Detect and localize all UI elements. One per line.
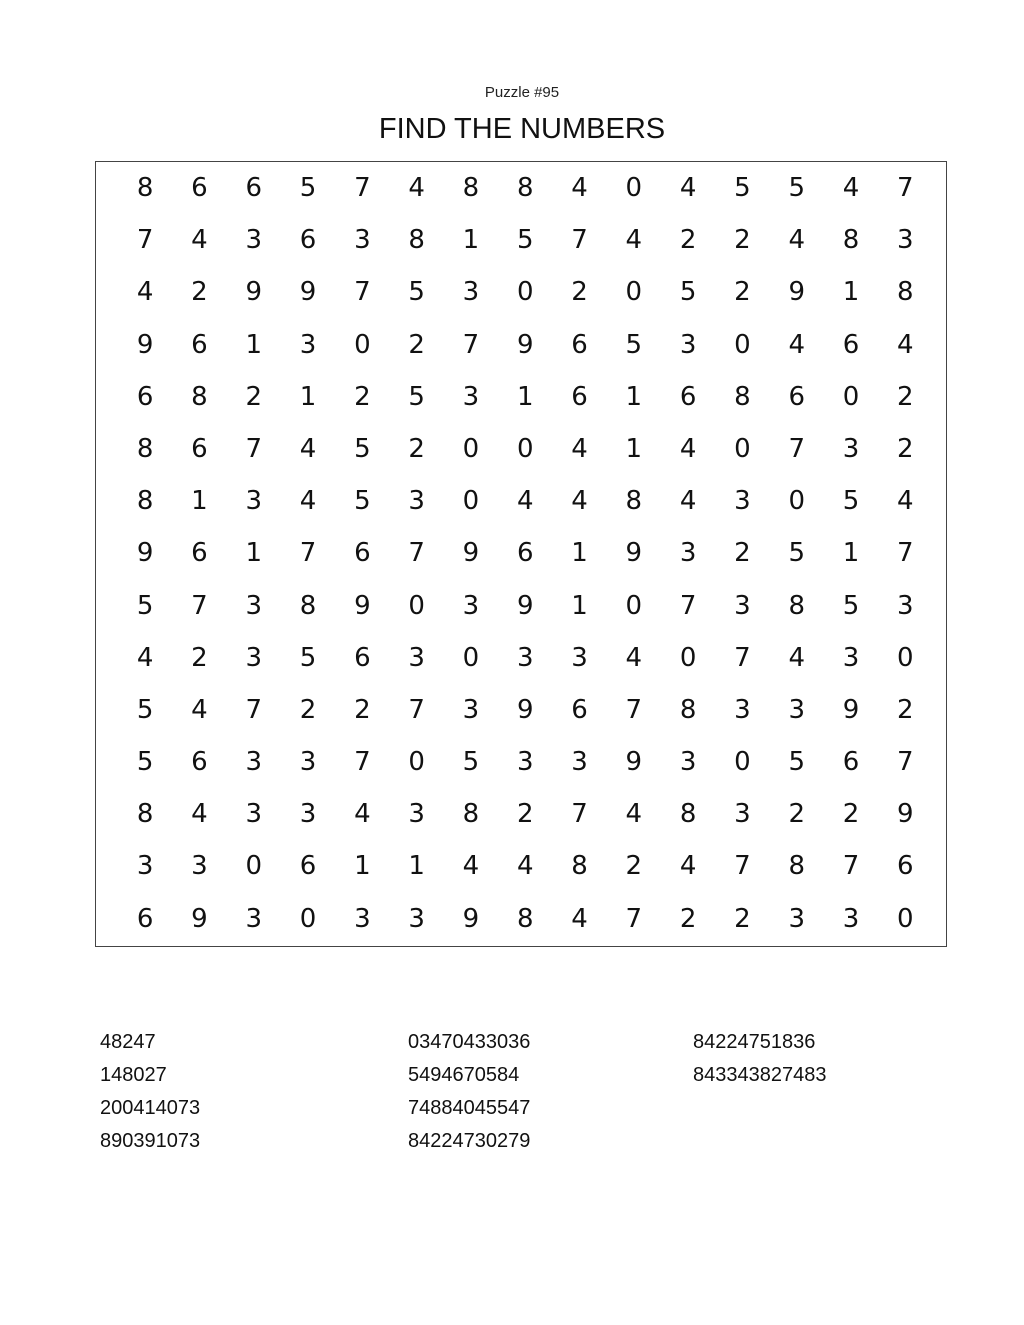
grid-cell[interactable]: 6 xyxy=(191,747,208,778)
grid-cell[interactable]: 4 xyxy=(191,799,208,830)
grid-cell[interactable]: 2 xyxy=(571,277,588,308)
grid-cell[interactable]: 4 xyxy=(136,642,154,673)
grid-cell[interactable]: 5 xyxy=(516,225,534,256)
grid-cell[interactable]: 4 xyxy=(516,486,534,517)
grid-cell[interactable]: 5 xyxy=(136,747,154,778)
grid-cell[interactable]: 2 xyxy=(354,694,371,725)
grid-cell[interactable]: 5 xyxy=(842,590,860,621)
grid-cell[interactable]: 8 xyxy=(788,590,805,621)
grid-cell[interactable]: 7 xyxy=(245,694,263,725)
grid-cell[interactable]: 4 xyxy=(788,642,805,673)
grid-cell[interactable]: 5 xyxy=(354,486,371,517)
grid-cell[interactable]: 2 xyxy=(788,799,805,830)
grid-cell[interactable]: 7 xyxy=(625,903,643,934)
grid-cell[interactable]: 3 xyxy=(571,642,588,673)
grid-cell[interactable]: 9 xyxy=(625,747,643,778)
grid-cell[interactable]: 5 xyxy=(299,173,317,203)
grid-cell[interactable]: 3 xyxy=(245,590,263,621)
grid-cell[interactable]: 3 xyxy=(191,851,208,882)
grid-cell[interactable]: 2 xyxy=(897,433,914,464)
grid-cell[interactable]: 6 xyxy=(571,694,588,725)
grid-cell[interactable]: 0 xyxy=(734,433,751,464)
grid-cell[interactable]: 8 xyxy=(136,799,154,830)
grid-cell[interactable]: 9 xyxy=(299,277,317,308)
grid-cell[interactable]: 8 xyxy=(191,381,208,412)
grid-cell[interactable]: 3 xyxy=(245,903,263,934)
grid-cell[interactable]: 5 xyxy=(788,173,805,203)
puzzle-grid xyxy=(118,162,934,945)
grid-cell[interactable]: 0 xyxy=(625,590,643,621)
grid-cell[interactable]: 6 xyxy=(191,329,208,360)
grid-cell[interactable]: 4 xyxy=(679,173,697,203)
grid-cell[interactable]: 6 xyxy=(136,903,154,934)
grid-cell[interactable]: 2 xyxy=(734,903,751,934)
grid-cell[interactable]: 9 xyxy=(462,903,480,934)
grid-cell[interactable]: 7 xyxy=(462,329,480,360)
grid-cell[interactable]: 4 xyxy=(679,851,697,882)
grid-cell[interactable]: 5 xyxy=(136,590,154,621)
grid-cell[interactable]: 3 xyxy=(354,225,371,256)
grid-cell[interactable]: 5 xyxy=(408,381,425,412)
grid-cell[interactable]: 3 xyxy=(734,486,751,517)
puzzle-title: FIND THE NUMBERS xyxy=(378,113,666,145)
grid-cell[interactable]: 7 xyxy=(408,538,425,569)
grid-cell[interactable]: 3 xyxy=(245,642,263,673)
grid-cell[interactable]: 7 xyxy=(897,747,914,778)
grid-cell[interactable]: 2 xyxy=(897,694,914,725)
grid-cell[interactable]: 9 xyxy=(354,590,371,621)
grid-cell[interactable]: 8 xyxy=(625,486,643,517)
grid-cell[interactable]: 8 xyxy=(136,486,154,517)
word-list-item: 03470433036 xyxy=(408,1031,531,1053)
grid-cell[interactable]: 1 xyxy=(354,851,371,882)
grid-cell[interactable]: 3 xyxy=(299,747,317,778)
grid-cell[interactable]: 0 xyxy=(408,747,425,778)
grid-cell[interactable]: 0 xyxy=(462,433,480,464)
grid-cell[interactable]: 7 xyxy=(788,433,805,464)
grid-cell[interactable]: 0 xyxy=(788,486,805,517)
grid-cell[interactable]: 4 xyxy=(625,642,643,673)
grid-cell[interactable]: 0 xyxy=(299,903,317,934)
grid-cell[interactable]: 3 xyxy=(571,747,588,778)
grid-cell[interactable]: 9 xyxy=(897,799,914,830)
grid-cell[interactable]: 1 xyxy=(462,225,480,256)
grid-cell[interactable]: 0 xyxy=(245,851,263,882)
grid-cell[interactable]: 3 xyxy=(408,799,425,830)
grid-cell[interactable]: 6 xyxy=(516,538,534,569)
grid-cell[interactable]: 2 xyxy=(679,225,697,256)
grid-cell[interactable]: 5 xyxy=(734,173,751,203)
grid-cell[interactable]: 7 xyxy=(625,694,643,725)
grid-cell[interactable]: 8 xyxy=(516,173,534,203)
grid-cell[interactable]: 5 xyxy=(679,277,697,308)
grid-cell[interactable]: 9 xyxy=(516,329,534,360)
grid-cell[interactable]: 7 xyxy=(354,277,371,308)
grid-cell[interactable]: 6 xyxy=(191,538,208,569)
grid-cell[interactable]: 1 xyxy=(571,590,588,621)
grid-cell[interactable]: 1 xyxy=(299,381,317,412)
grid-cell[interactable]: 3 xyxy=(462,277,480,308)
grid-cell[interactable]: 7 xyxy=(897,538,914,569)
grid-cell[interactable]: 3 xyxy=(734,590,751,621)
grid-cell[interactable]: 4 xyxy=(625,799,643,830)
grid-cell[interactable]: 8 xyxy=(462,173,480,203)
grid-cell[interactable]: 4 xyxy=(136,277,154,308)
grid-cell[interactable]: 4 xyxy=(788,329,805,360)
grid-cell[interactable]: 4 xyxy=(571,903,588,934)
grid-cell[interactable]: 6 xyxy=(299,225,317,256)
grid-cell[interactable]: 0 xyxy=(842,381,860,412)
grid-cell[interactable]: 4 xyxy=(516,851,534,882)
grid-cell[interactable]: 4 xyxy=(408,173,425,203)
grid-cell[interactable]: 7 xyxy=(571,225,588,256)
grid-cell[interactable]: 8 xyxy=(842,225,860,256)
word-list-item: 843343827483 xyxy=(693,1064,827,1086)
grid-cell[interactable]: 3 xyxy=(136,851,154,882)
grid-cell[interactable]: 3 xyxy=(897,225,914,256)
grid-cell[interactable]: 0 xyxy=(516,433,534,464)
grid-cell[interactable]: 5 xyxy=(788,747,805,778)
grid-cell[interactable]: 7 xyxy=(354,173,371,203)
grid-cell[interactable]: 2 xyxy=(245,381,263,412)
grid-cell[interactable]: 3 xyxy=(788,903,805,934)
grid-cell[interactable]: 3 xyxy=(299,799,317,830)
grid-cell[interactable]: 4 xyxy=(354,799,371,830)
grid-cell[interactable]: 4 xyxy=(842,173,860,203)
grid-cell[interactable]: 0 xyxy=(625,277,643,308)
grid-cell[interactable]: 6 xyxy=(842,329,860,360)
grid-cell[interactable]: 7 xyxy=(679,590,697,621)
grid-cell[interactable]: 5 xyxy=(299,642,317,673)
grid-cell[interactable]: 3 xyxy=(299,329,317,360)
grid-cell[interactable]: 4 xyxy=(299,486,317,517)
grid-cell[interactable]: 6 xyxy=(354,642,371,673)
grid-cell[interactable]: 1 xyxy=(516,381,534,412)
grid-cell[interactable]: 2 xyxy=(516,799,534,830)
grid-cell[interactable]: 1 xyxy=(842,538,860,569)
grid-cell[interactable]: 6 xyxy=(191,173,208,203)
grid-cell[interactable]: 0 xyxy=(897,903,914,934)
word-list-column-2 xyxy=(408,1028,530,1160)
grid-cell[interactable]: 4 xyxy=(897,329,914,360)
grid-cell[interactable]: 6 xyxy=(571,381,588,412)
grid-cell[interactable]: 4 xyxy=(571,486,588,517)
grid-cell[interactable]: 1 xyxy=(625,381,643,412)
grid-cell[interactable]: 8 xyxy=(788,851,805,882)
word-list-column-3 xyxy=(693,1028,826,1094)
grid-cell[interactable]: 3 xyxy=(788,694,805,725)
word-list-item: 5494670584 xyxy=(408,1064,520,1086)
grid-cell[interactable]: 7 xyxy=(191,590,208,621)
puzzle-subtitle: Puzzle #95 xyxy=(484,84,560,101)
grid-cell[interactable]: 8 xyxy=(571,851,588,882)
grid-cell[interactable]: 7 xyxy=(734,851,751,882)
grid-cell[interactable]: 3 xyxy=(679,329,697,360)
grid-cell[interactable]: 2 xyxy=(734,538,751,569)
word-list-column-1 xyxy=(100,1028,200,1160)
grid-cell[interactable]: 3 xyxy=(354,903,371,934)
grid-cell[interactable]: 6 xyxy=(788,381,805,412)
grid-cell[interactable]: 8 xyxy=(408,225,425,256)
grid-cell[interactable]: 3 xyxy=(516,747,534,778)
grid-cell[interactable]: 1 xyxy=(571,538,588,569)
grid-cell[interactable]: 4 xyxy=(679,486,697,517)
grid-cell[interactable]: 2 xyxy=(734,225,751,256)
grid-cell[interactable]: 3 xyxy=(734,799,751,830)
grid-cell[interactable]: 8 xyxy=(136,173,154,203)
grid-cell[interactable]: 3 xyxy=(408,486,425,517)
grid-cell[interactable]: 6 xyxy=(354,538,371,569)
grid-cell[interactable]: 7 xyxy=(354,747,371,778)
grid-cell[interactable]: 4 xyxy=(191,694,208,725)
grid-cell[interactable]: 8 xyxy=(679,799,697,830)
grid-cell[interactable]: 7 xyxy=(408,694,425,725)
grid-cell[interactable]: 3 xyxy=(462,694,480,725)
grid-cell[interactable]: 3 xyxy=(245,799,263,830)
grid-cell[interactable]: 0 xyxy=(408,590,425,621)
grid-cell[interactable]: 0 xyxy=(354,329,371,360)
grid-cell[interactable]: 9 xyxy=(136,329,154,360)
grid-cell[interactable]: 3 xyxy=(462,381,480,412)
grid-cell[interactable]: 3 xyxy=(842,903,860,934)
grid-cell[interactable]: 3 xyxy=(897,590,914,621)
grid-cell[interactable]: 7 xyxy=(734,642,751,673)
grid-cell[interactable]: 3 xyxy=(408,903,425,934)
grid-cell[interactable]: 9 xyxy=(625,538,643,569)
grid-cell[interactable]: 3 xyxy=(516,642,534,673)
grid-cell[interactable]: 7 xyxy=(136,225,154,256)
grid-cell[interactable]: 8 xyxy=(734,381,751,412)
grid-cell[interactable]: 8 xyxy=(897,277,914,308)
grid-cell[interactable]: 3 xyxy=(245,225,263,256)
grid-cell[interactable]: 5 xyxy=(354,433,371,464)
word-list-item: 200414073 xyxy=(100,1097,201,1119)
grid-cell[interactable]: 2 xyxy=(408,433,425,464)
grid-cell[interactable]: 2 xyxy=(679,903,697,934)
grid-cell[interactable]: 0 xyxy=(897,642,914,673)
grid-cell[interactable]: 8 xyxy=(136,433,154,464)
grid-cell[interactable]: 2 xyxy=(408,329,425,360)
grid-cell[interactable]: 9 xyxy=(245,277,263,308)
grid-cell[interactable]: 0 xyxy=(679,642,697,673)
grid-cell[interactable]: 4 xyxy=(897,486,914,517)
grid-cell[interactable]: 6 xyxy=(136,381,154,412)
grid-cell[interactable]: 2 xyxy=(897,381,914,412)
grid-cell[interactable]: 2 xyxy=(354,381,371,412)
grid-cell[interactable]: 5 xyxy=(788,538,805,569)
grid-cell[interactable]: 1 xyxy=(191,486,208,517)
grid-cell[interactable]: 2 xyxy=(625,851,643,882)
grid-cell[interactable]: 0 xyxy=(462,642,480,673)
grid-cell[interactable]: 8 xyxy=(462,799,480,830)
grid-cell[interactable]: 4 xyxy=(679,433,697,464)
grid-cell[interactable]: 4 xyxy=(625,225,643,256)
grid-cell[interactable]: 9 xyxy=(516,694,534,725)
grid-cell[interactable]: 2 xyxy=(191,277,208,308)
grid-cell[interactable]: 4 xyxy=(462,851,480,882)
word-list-item: 84224730279 xyxy=(408,1130,531,1152)
grid-cell[interactable]: 0 xyxy=(734,329,751,360)
grid-cell[interactable]: 6 xyxy=(245,173,263,203)
grid-cell[interactable]: 5 xyxy=(842,486,860,517)
grid-cell[interactable]: 5 xyxy=(462,747,480,778)
word-list-item: 84224751836 xyxy=(693,1031,816,1053)
grid-cell[interactable]: 6 xyxy=(897,851,914,882)
grid-cell[interactable]: 9 xyxy=(136,538,154,569)
grid-cell[interactable]: 4 xyxy=(299,433,317,464)
grid-cell[interactable]: 8 xyxy=(299,590,317,621)
grid-cell[interactable]: 3 xyxy=(679,747,697,778)
grid-cell[interactable]: 3 xyxy=(245,747,263,778)
grid-cell[interactable]: 0 xyxy=(516,277,534,308)
grid-cell[interactable]: 0 xyxy=(625,173,643,203)
word-list-item: 48247 xyxy=(100,1031,156,1053)
grid-cell[interactable]: 7 xyxy=(245,433,263,464)
word-list-item: 74884045547 xyxy=(408,1097,531,1119)
grid-cell[interactable]: 1 xyxy=(842,277,860,308)
grid-cell[interactable]: 4 xyxy=(191,225,208,256)
grid-cell[interactable]: 3 xyxy=(462,590,480,621)
grid-cell[interactable]: 6 xyxy=(842,747,860,778)
grid-cell[interactable]: 4 xyxy=(571,173,588,203)
grid-cell[interactable]: 9 xyxy=(516,590,534,621)
grid-cell[interactable]: 1 xyxy=(408,851,425,882)
grid-cell[interactable]: 6 xyxy=(679,381,697,412)
puzzle-grid-frame xyxy=(95,161,947,947)
grid-cell[interactable]: 7 xyxy=(842,851,860,882)
grid-cell[interactable]: 7 xyxy=(571,799,588,830)
grid-cell[interactable]: 4 xyxy=(571,433,588,464)
grid-cell[interactable]: 9 xyxy=(788,277,805,308)
grid-cell[interactable]: 2 xyxy=(842,799,860,830)
grid-cell[interactable]: 2 xyxy=(191,642,208,673)
grid-cell[interactable]: 3 xyxy=(245,486,263,517)
grid-cell[interactable]: 1 xyxy=(245,538,263,569)
grid-cell[interactable]: 3 xyxy=(734,694,751,725)
word-list-item: 148027 xyxy=(100,1064,167,1086)
grid-cell[interactable]: 0 xyxy=(734,747,751,778)
grid-cell[interactable]: 6 xyxy=(571,329,588,360)
grid-cell[interactable]: 9 xyxy=(462,538,480,569)
grid-cell[interactable]: 3 xyxy=(679,538,697,569)
grid-cell[interactable]: 1 xyxy=(245,329,263,360)
grid-cell[interactable]: 3 xyxy=(842,642,860,673)
grid-cell[interactable]: 2 xyxy=(299,694,317,725)
grid-cell[interactable]: 9 xyxy=(191,903,208,934)
grid-cell[interactable]: 2 xyxy=(734,277,751,308)
grid-cell[interactable]: 5 xyxy=(625,329,643,360)
grid-cell[interactable]: 6 xyxy=(191,433,208,464)
grid-cell[interactable]: 5 xyxy=(408,277,425,308)
grid-cell[interactable]: 9 xyxy=(842,694,860,725)
grid-cell[interactable]: 7 xyxy=(299,538,317,569)
word-list-item: 890391073 xyxy=(100,1130,201,1152)
grid-cell[interactable]: 1 xyxy=(625,433,643,464)
grid-cell[interactable]: 0 xyxy=(462,486,480,517)
grid-cell[interactable]: 8 xyxy=(679,694,697,725)
grid-cell[interactable]: 3 xyxy=(408,642,425,673)
grid-cell[interactable]: 6 xyxy=(299,851,317,882)
grid-cell[interactable]: 5 xyxy=(136,694,154,725)
grid-cell[interactable]: 7 xyxy=(897,173,914,203)
grid-cell[interactable]: 8 xyxy=(516,903,534,934)
grid-cell[interactable]: 3 xyxy=(842,433,860,464)
grid-cell[interactable]: 4 xyxy=(788,225,805,256)
